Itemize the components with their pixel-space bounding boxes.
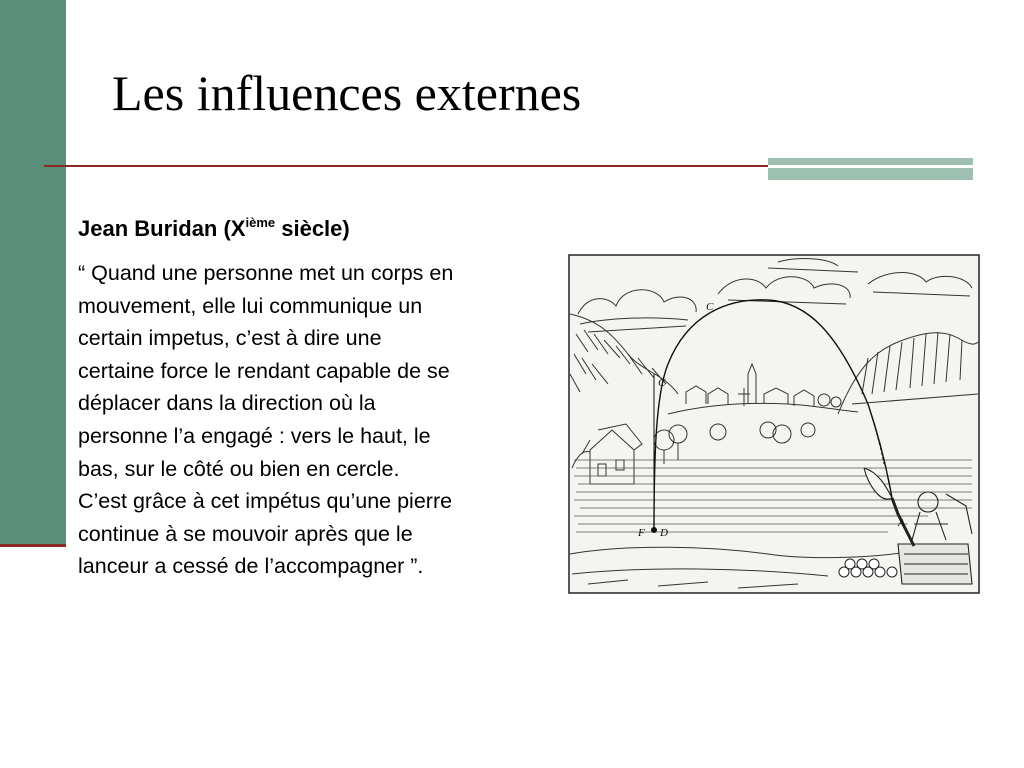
heading-author: Jean Buridan (X: [78, 216, 246, 241]
quote-line: déplacer dans la direction où la: [78, 391, 376, 416]
quote-line: bas, sur le côté ou bien en cercle.: [78, 456, 400, 481]
heading-superscript: ième: [245, 215, 276, 230]
title-accent-bar: [768, 158, 973, 180]
quote-line: mouvement, elle lui communique un: [78, 293, 423, 318]
title-accent-stripe: [768, 165, 973, 168]
quote-author-heading: [78, 216, 350, 242]
quote-line: “ Quand une personne met un corps en: [78, 261, 454, 285]
heading-century: siècle): [275, 216, 350, 241]
label-c-descent: C: [658, 377, 666, 389]
label-a: A: [898, 517, 905, 529]
quote-line: certain impetus, c’est à dire une: [78, 326, 382, 351]
label-d: D: [660, 527, 668, 539]
quote-line: C’est grâce à cet impétus qu’une pierre: [78, 489, 453, 514]
quote-line: personne l’a engagé : vers le haut, le: [78, 423, 431, 448]
quote-line: certaine force le rendant capable de se: [78, 358, 450, 383]
quote-line: lanceur a cessé de l’accompagner ”.: [78, 554, 424, 579]
quote-block: [78, 257, 563, 583]
quote-line: continue à se mouvoir après que le: [78, 521, 413, 546]
left-decorative-band: [0, 0, 66, 546]
impact-point: [651, 527, 657, 533]
projectile-engraving: [568, 254, 980, 594]
label-c-top: C: [706, 301, 714, 313]
label-f: F: [638, 527, 645, 539]
slide-title: Les influences externes: [112, 65, 582, 121]
left-band-divider: [0, 544, 66, 547]
